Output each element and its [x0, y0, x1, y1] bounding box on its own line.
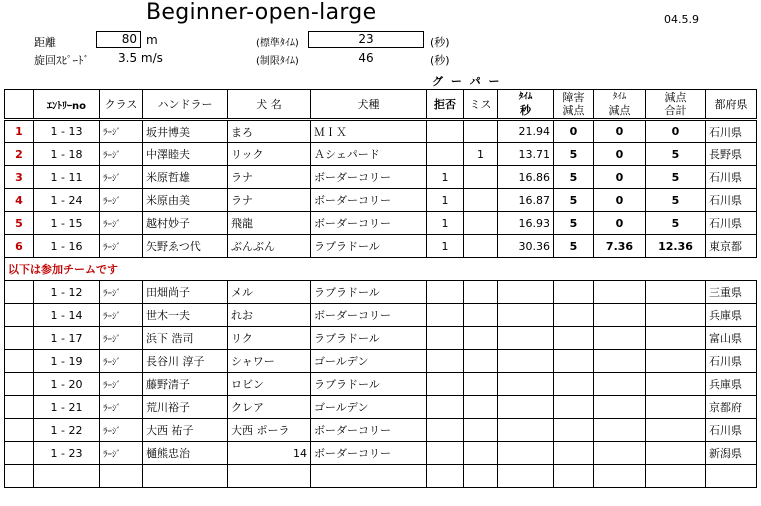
header-miss: ミス [464, 90, 498, 120]
limit-time-label: (制限ﾀｲﾑ) [256, 56, 299, 67]
results-table [4, 89, 757, 488]
handler-cell: 米原哲雄 [143, 166, 228, 189]
ranked-row [5, 143, 757, 166]
entry-cell [34, 465, 100, 488]
participant-row [5, 350, 757, 373]
miss-cell [464, 350, 498, 373]
header-time-top: ﾀｲﾑ [518, 92, 533, 102]
total-penalty-cell [646, 304, 706, 327]
breed-cell: Ａシェパード [311, 143, 427, 166]
participant-row [5, 327, 757, 350]
obstacle-penalty-cell [554, 304, 594, 327]
rank-cell [5, 396, 34, 419]
total-penalty-cell: 5 [646, 189, 706, 212]
class-cell: ﾗｰｼﾞ [100, 396, 143, 419]
entry-cell: 1 - 17 [34, 327, 100, 350]
dog-name-cell: まろ [228, 120, 311, 143]
entry-cell: 1 - 18 [34, 143, 100, 166]
entry-cell: 1 - 22 [34, 419, 100, 442]
prefecture-cell: 新潟県 [706, 442, 757, 465]
entry-cell: 1 - 21 [34, 396, 100, 419]
class-cell [100, 465, 143, 488]
miss-cell [464, 396, 498, 419]
breed-cell: ラブラドール [311, 327, 427, 350]
entry-cell: 1 - 19 [34, 350, 100, 373]
obstacle-penalty-cell [554, 396, 594, 419]
total-penalty-cell [646, 396, 706, 419]
participant-row [5, 304, 757, 327]
time-penalty-cell: 0 [594, 120, 646, 143]
standard-time-value: 23 [308, 31, 424, 48]
time-cell [498, 442, 554, 465]
header-obstacle-bottom: 減点 [562, 104, 585, 117]
refusal-cell [427, 442, 464, 465]
breed-cell: ラブラドール [311, 235, 427, 258]
obstacle-penalty-cell: 5 [554, 166, 594, 189]
header-refusal: 拒否 [427, 90, 464, 120]
refusal-cell [427, 373, 464, 396]
dog-name-cell: リック [228, 143, 311, 166]
obstacle-penalty-cell [554, 327, 594, 350]
speed-value: 3.5 m/s [118, 51, 163, 65]
total-penalty-cell: 5 [646, 212, 706, 235]
speed-label: 旋回ｽﾋﾟｰﾄﾞ [34, 54, 89, 67]
breed-cell: ボーダーコリー [311, 419, 427, 442]
total-penalty-cell [646, 327, 706, 350]
time-cell: 16.86 [498, 166, 554, 189]
class-cell: ﾗｰｼﾞ [100, 373, 143, 396]
miss-cell [464, 419, 498, 442]
participants-separator-row [5, 258, 757, 281]
handler-cell: 世木一夫 [143, 304, 228, 327]
class-cell: ﾗｰｼﾞ [100, 281, 143, 304]
class-cell: ﾗｰｼﾞ [100, 419, 143, 442]
miss-cell [464, 166, 498, 189]
breed-cell: ボーダーコリー [311, 304, 427, 327]
time-cell: 30.36 [498, 235, 554, 258]
time-penalty-cell: 7.36 [594, 235, 646, 258]
total-penalty-cell: 12.36 [646, 235, 706, 258]
breed-cell: ゴールデン [311, 350, 427, 373]
dog-name-cell: 飛龍 [228, 212, 311, 235]
refusal-cell [427, 327, 464, 350]
entry-cell: 1 - 20 [34, 373, 100, 396]
prefecture-cell: 長野県 [706, 143, 757, 166]
prefecture-cell: 東京都 [706, 235, 757, 258]
entry-cell: 1 - 14 [34, 304, 100, 327]
time-cell: 16.93 [498, 212, 554, 235]
dog-name-cell: クレア [228, 396, 311, 419]
time-cell [498, 350, 554, 373]
header-class: クラス [100, 90, 143, 120]
header-row [5, 90, 757, 120]
obstacle-penalty-cell: 0 [554, 120, 594, 143]
rank-cell: 6 [5, 235, 34, 258]
total-penalty-cell [646, 442, 706, 465]
header-time-penalty-bottom: 減点 [608, 104, 631, 117]
prefecture-cell: 石川県 [706, 419, 757, 442]
class-cell: ﾗｰｼﾞ [100, 143, 143, 166]
time-cell: 21.94 [498, 120, 554, 143]
refusal-cell: 1 [427, 235, 464, 258]
entry-cell: 1 - 16 [34, 235, 100, 258]
obstacle-penalty-cell [554, 281, 594, 304]
dog-name-cell: リク [228, 327, 311, 350]
time-cell [498, 281, 554, 304]
time-penalty-cell [594, 373, 646, 396]
handler-cell: 田畑尚子 [143, 281, 228, 304]
rank-cell: 3 [5, 166, 34, 189]
time-penalty-cell [594, 350, 646, 373]
breed-cell: ボーダーコリー [311, 166, 427, 189]
header-total-penalty [646, 90, 706, 120]
total-penalty-cell: 5 [646, 143, 706, 166]
header-time-penalty-top: ﾀｲﾑ [612, 92, 627, 102]
prefecture-cell: 石川県 [706, 166, 757, 189]
header-time-penalty [594, 90, 646, 120]
prefecture-cell: 石川県 [706, 212, 757, 235]
breed-cell: ゴールデン [311, 396, 427, 419]
class-cell: ﾗｰｼﾞ [100, 166, 143, 189]
limit-time-unit: (秒) [430, 54, 450, 67]
rank-cell [5, 465, 34, 488]
header-handler: ハンドラー [143, 90, 228, 120]
time-penalty-cell: 0 [594, 212, 646, 235]
time-cell: 13.71 [498, 143, 554, 166]
time-cell [498, 396, 554, 419]
breed-cell: ラブラドール [311, 373, 427, 396]
header-rank [5, 90, 34, 120]
rank-cell: 1 [5, 120, 34, 143]
header-time [498, 90, 554, 120]
header-obstacle-penalty [554, 90, 594, 120]
handler-cell: 藤野清子 [143, 373, 228, 396]
obstacle-penalty-cell [554, 373, 594, 396]
breed-cell: ボーダーコリー [311, 189, 427, 212]
header-total-bottom: 合計 [664, 104, 687, 117]
entry-cell: 1 - 12 [34, 281, 100, 304]
entry-cell: 1 - 11 [34, 166, 100, 189]
time-penalty-cell [594, 396, 646, 419]
participants-label: 以下は参加チームです [5, 258, 757, 281]
rank-cell [5, 373, 34, 396]
refusal-cell [427, 281, 464, 304]
miss-cell [464, 327, 498, 350]
dog-name-cell [228, 465, 311, 488]
time-cell [498, 327, 554, 350]
total-penalty-cell: 5 [646, 166, 706, 189]
participant-row [5, 419, 757, 442]
time-penalty-cell [594, 419, 646, 442]
miss-cell [464, 281, 498, 304]
time-penalty-cell [594, 281, 646, 304]
rank-cell [5, 442, 34, 465]
rank-cell: 5 [5, 212, 34, 235]
time-cell [498, 304, 554, 327]
obstacle-penalty-cell: 5 [554, 189, 594, 212]
group-label: グ ー パ ー [432, 75, 502, 88]
time-penalty-cell [594, 442, 646, 465]
time-penalty-cell [594, 465, 646, 488]
miss-cell [464, 189, 498, 212]
rank-cell [5, 304, 34, 327]
dog-name-cell: 14 [228, 442, 311, 465]
participant-row [5, 396, 757, 419]
class-cell: ﾗｰｼﾞ [100, 120, 143, 143]
obstacle-penalty-cell [554, 442, 594, 465]
refusal-cell [427, 120, 464, 143]
distance-unit: m [146, 33, 158, 47]
refusal-cell [427, 465, 464, 488]
handler-cell: 中澤睦夫 [143, 143, 228, 166]
dog-name-cell: れお [228, 304, 311, 327]
header-prefecture: 都府県 [706, 90, 757, 120]
handler-cell [143, 465, 228, 488]
dog-name-cell: シャワー [228, 350, 311, 373]
event-date: 04.5.9 [664, 13, 699, 26]
total-penalty-cell [646, 465, 706, 488]
obstacle-penalty-cell: 5 [554, 235, 594, 258]
prefecture-cell: 石川県 [706, 120, 757, 143]
prefecture-cell: 石川県 [706, 189, 757, 212]
rank-cell [5, 419, 34, 442]
dog-name-cell: ロビン [228, 373, 311, 396]
refusal-cell: 1 [427, 189, 464, 212]
handler-cell: 坂井博美 [143, 120, 228, 143]
rank-cell [5, 350, 34, 373]
dog-name-cell: ラナ [228, 166, 311, 189]
ranked-row [5, 120, 757, 143]
total-penalty-cell [646, 373, 706, 396]
refusal-cell [427, 419, 464, 442]
class-cell: ﾗｰｼﾞ [100, 304, 143, 327]
distance-value: 80 [96, 31, 141, 48]
class-cell: ﾗｰｼﾞ [100, 442, 143, 465]
class-cell: ﾗｰｼﾞ [100, 235, 143, 258]
rank-cell: 2 [5, 143, 34, 166]
miss-cell [464, 120, 498, 143]
handler-cell: 長谷川 淳子 [143, 350, 228, 373]
time-cell [498, 419, 554, 442]
participant-row [5, 442, 757, 465]
handler-cell: 浜下 浩司 [143, 327, 228, 350]
obstacle-penalty-cell [554, 350, 594, 373]
distance-label: 距離 [34, 36, 56, 49]
time-cell [498, 373, 554, 396]
prefecture-cell [706, 465, 757, 488]
time-penalty-cell: 0 [594, 166, 646, 189]
dog-name-cell: ラナ [228, 189, 311, 212]
limit-time-value: 46 [358, 51, 374, 65]
total-penalty-cell [646, 419, 706, 442]
rank-cell [5, 327, 34, 350]
entry-cell: 1 - 23 [34, 442, 100, 465]
breed-cell: ボーダーコリー [311, 442, 427, 465]
header-dog-name: 犬 名 [228, 90, 311, 120]
time-penalty-cell [594, 327, 646, 350]
obstacle-penalty-cell: 5 [554, 212, 594, 235]
handler-cell: 大西 祐子 [143, 419, 228, 442]
class-cell: ﾗｰｼﾞ [100, 350, 143, 373]
refusal-cell [427, 396, 464, 419]
standard-time-unit: (秒) [430, 36, 450, 49]
header-obstacle-top: 障害 [562, 91, 585, 104]
obstacle-penalty-cell: 5 [554, 143, 594, 166]
total-penalty-cell [646, 281, 706, 304]
entry-cell: 1 - 13 [34, 120, 100, 143]
obstacle-penalty-cell [554, 465, 594, 488]
dog-name-cell: ぶんぶん [228, 235, 311, 258]
dog-name-cell: 大西 ポーラ [228, 419, 311, 442]
prefecture-cell: 兵庫県 [706, 304, 757, 327]
entry-cell: 1 - 24 [34, 189, 100, 212]
prefecture-cell: 富山県 [706, 327, 757, 350]
page-title: Beginner-open-large [146, 0, 377, 25]
entry-cell: 1 - 15 [34, 212, 100, 235]
ranked-row [5, 189, 757, 212]
participant-row [5, 465, 757, 488]
refusal-cell [427, 143, 464, 166]
miss-cell [464, 373, 498, 396]
refusal-cell: 1 [427, 212, 464, 235]
time-cell [498, 465, 554, 488]
time-penalty-cell [594, 304, 646, 327]
prefecture-cell: 京都府 [706, 396, 757, 419]
miss-cell [464, 212, 498, 235]
dog-name-cell: メル [228, 281, 311, 304]
standard-time-label: (標準ﾀｲﾑ) [256, 38, 299, 49]
breed-cell: ボーダーコリー [311, 212, 427, 235]
miss-cell [464, 442, 498, 465]
prefecture-cell: 兵庫県 [706, 373, 757, 396]
participant-row [5, 281, 757, 304]
breed-cell [311, 465, 427, 488]
handler-cell: 荒川裕子 [143, 396, 228, 419]
miss-cell [464, 304, 498, 327]
ranked-row [5, 235, 757, 258]
time-penalty-cell: 0 [594, 143, 646, 166]
prefecture-cell: 三重県 [706, 281, 757, 304]
header-total-top: 減点 [664, 91, 687, 104]
participant-row [5, 373, 757, 396]
class-cell: ﾗｰｼﾞ [100, 212, 143, 235]
header-entry: ｴﾝﾄﾘｰno [34, 90, 100, 120]
rank-cell [5, 281, 34, 304]
class-cell: ﾗｰｼﾞ [100, 327, 143, 350]
refusal-cell [427, 304, 464, 327]
total-penalty-cell: 0 [646, 120, 706, 143]
total-penalty-cell [646, 350, 706, 373]
handler-cell: 矢野ゑつ代 [143, 235, 228, 258]
miss-cell [464, 235, 498, 258]
miss-cell: 1 [464, 143, 498, 166]
refusal-cell [427, 350, 464, 373]
time-cell: 16.87 [498, 189, 554, 212]
ranked-row [5, 166, 757, 189]
class-cell: ﾗｰｼﾞ [100, 189, 143, 212]
handler-cell: 米原由美 [143, 189, 228, 212]
prefecture-cell: 石川県 [706, 350, 757, 373]
refusal-cell: 1 [427, 166, 464, 189]
header-time-bottom: 秒 [520, 104, 531, 117]
handler-cell: 樋熊忠治 [143, 442, 228, 465]
breed-cell: ラブラドール [311, 281, 427, 304]
rank-cell: 4 [5, 189, 34, 212]
header-breed: 犬種 [311, 90, 427, 120]
miss-cell [464, 465, 498, 488]
obstacle-penalty-cell [554, 419, 594, 442]
ranked-row [5, 212, 757, 235]
time-penalty-cell: 0 [594, 189, 646, 212]
breed-cell: ＭＩＸ [311, 120, 427, 143]
handler-cell: 越村妙子 [143, 212, 228, 235]
